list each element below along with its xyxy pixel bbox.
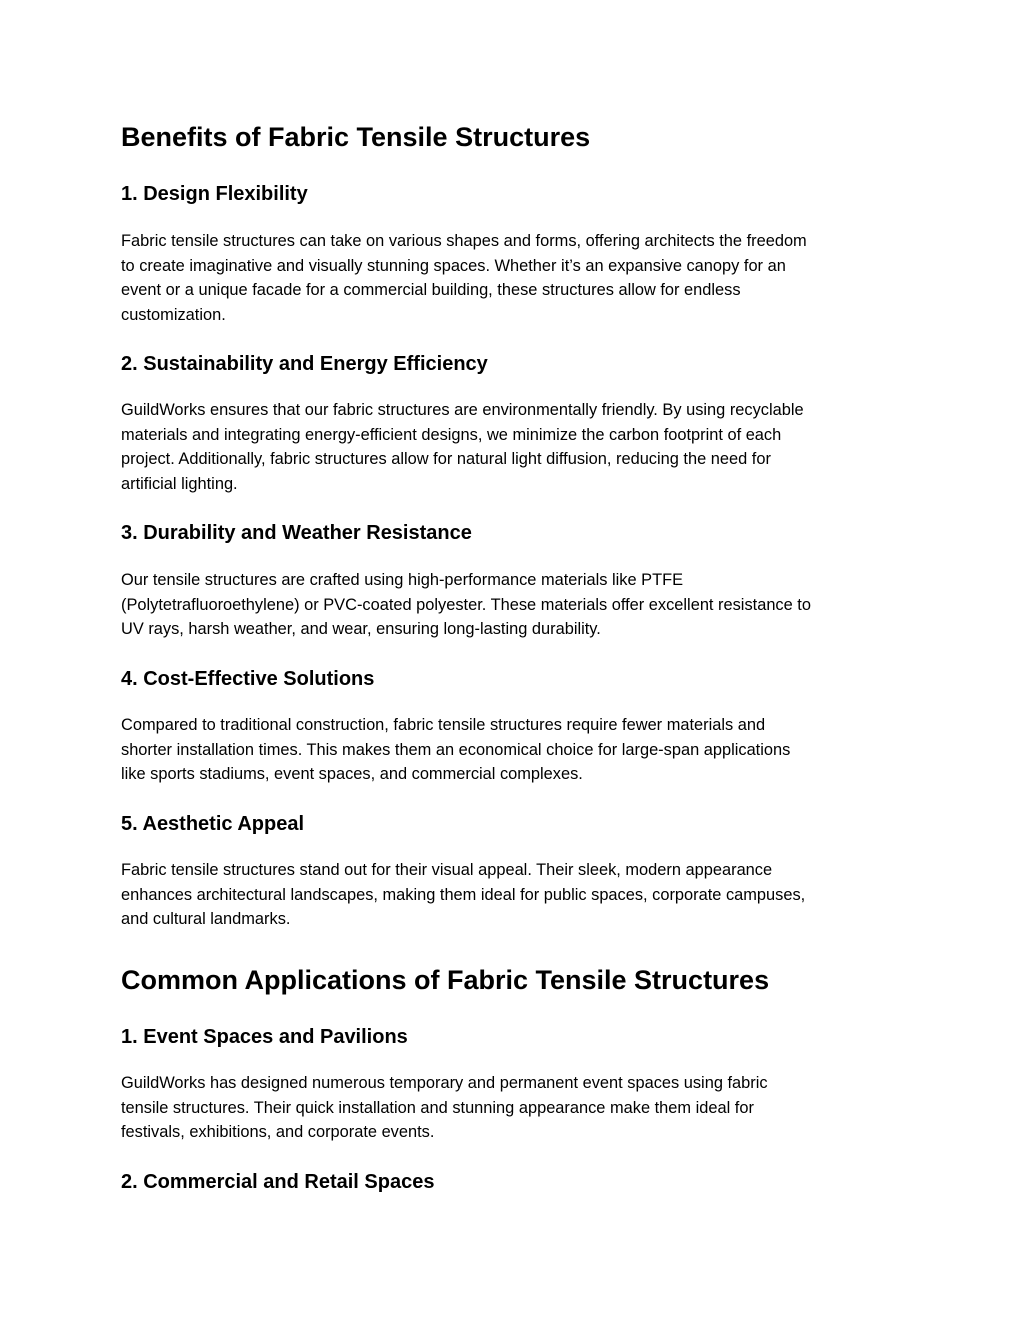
paragraph-line: Fabric tensile structures stand out for their visual appeal. Their sleek, modern appearance: [121, 861, 773, 879]
paragraph-line: GuildWorks has designed numerous temporary and permanent event spaces using fabric: [121, 1074, 768, 1092]
paragraph-line: Our tensile structures are crafted using high-performance materials like PTFE: [121, 571, 684, 589]
heading-event-spaces: 1. Event Spaces and Pavilions: [121, 1026, 408, 1048]
paragraph-line: Compared to traditional construction, fabric tensile structures require fewer materials and: [121, 716, 766, 734]
paragraph-line: tensile structures. Their quick installation and stunning appearance make them ideal for: [121, 1098, 754, 1117]
paragraph-line: shorter installation times. This makes them an economical choice for large-span applications: [121, 740, 791, 759]
heading-sustainability: 2. Sustainability and Energy Efficiency: [121, 353, 488, 375]
paragraph-line: UV rays, harsh weather, and wear, ensuring long-lasting durability.: [121, 620, 601, 638]
heading-durability: 3. Durability and Weather Resistance: [121, 522, 472, 544]
paragraph-line: artificial lighting.: [121, 474, 238, 493]
section-title-benefits: Benefits of Fabric Tensile Structures: [121, 122, 591, 152]
paragraph-line: event or a unique facade for a commercial building, these structures allow for endless: [121, 281, 741, 299]
paragraph-line: and cultural landmarks.: [121, 910, 291, 928]
paragraph-event-spaces: [121, 1071, 911, 1145]
heading-design-flexibility: 1. Design Flexibility: [121, 183, 308, 205]
paragraph-line: GuildWorks ensures that our fabric structures are environmentally friendly. By using recyclable: [121, 401, 804, 419]
paragraph-line: festivals, exhibitions, and corporate events.: [121, 1123, 435, 1141]
heading-aesthetic-appeal: 5. Aesthetic Appeal: [121, 813, 305, 835]
paragraph-cost-effective: [121, 713, 911, 787]
paragraph-line: like sports stadiums, event spaces, and commercial complexes.: [121, 765, 583, 783]
paragraph-line: materials and integrating energy-efficient designs, we minimize the carbon footprint of each: [121, 425, 782, 444]
heading-cost-effective: 4. Cost-Effective Solutions: [121, 668, 375, 690]
paragraph-line: enhances architectural landscapes, making them ideal for public spaces, corporate campuses,: [121, 885, 806, 904]
paragraph-durability: [121, 568, 911, 642]
paragraph-line: customization.: [121, 305, 226, 324]
paragraph-sustainability: [121, 398, 911, 496]
paragraph-line: project. Additionally, fabric structures allow for natural light diffusion, reducing the need for: [121, 450, 771, 468]
paragraph-line: Fabric tensile structures can take on various shapes and forms, offering architects the freedom: [121, 232, 807, 250]
paragraph-line: to create imaginative and visually stunning spaces. Whether it’s an expansive canopy for an: [121, 256, 786, 275]
paragraph-line: (Polytetrafluoroethylene) or PVC-coated polyester. These materials offer excellent resistance to: [121, 595, 811, 614]
paragraph-design-flexibility: [121, 229, 911, 327]
heading-commercial-retail: 2. Commercial and Retail Spaces: [121, 1171, 435, 1193]
section-title-applications: Common Applications of Fabric Tensile Structures: [121, 965, 770, 995]
paragraph-aesthetic-appeal: [121, 858, 911, 932]
